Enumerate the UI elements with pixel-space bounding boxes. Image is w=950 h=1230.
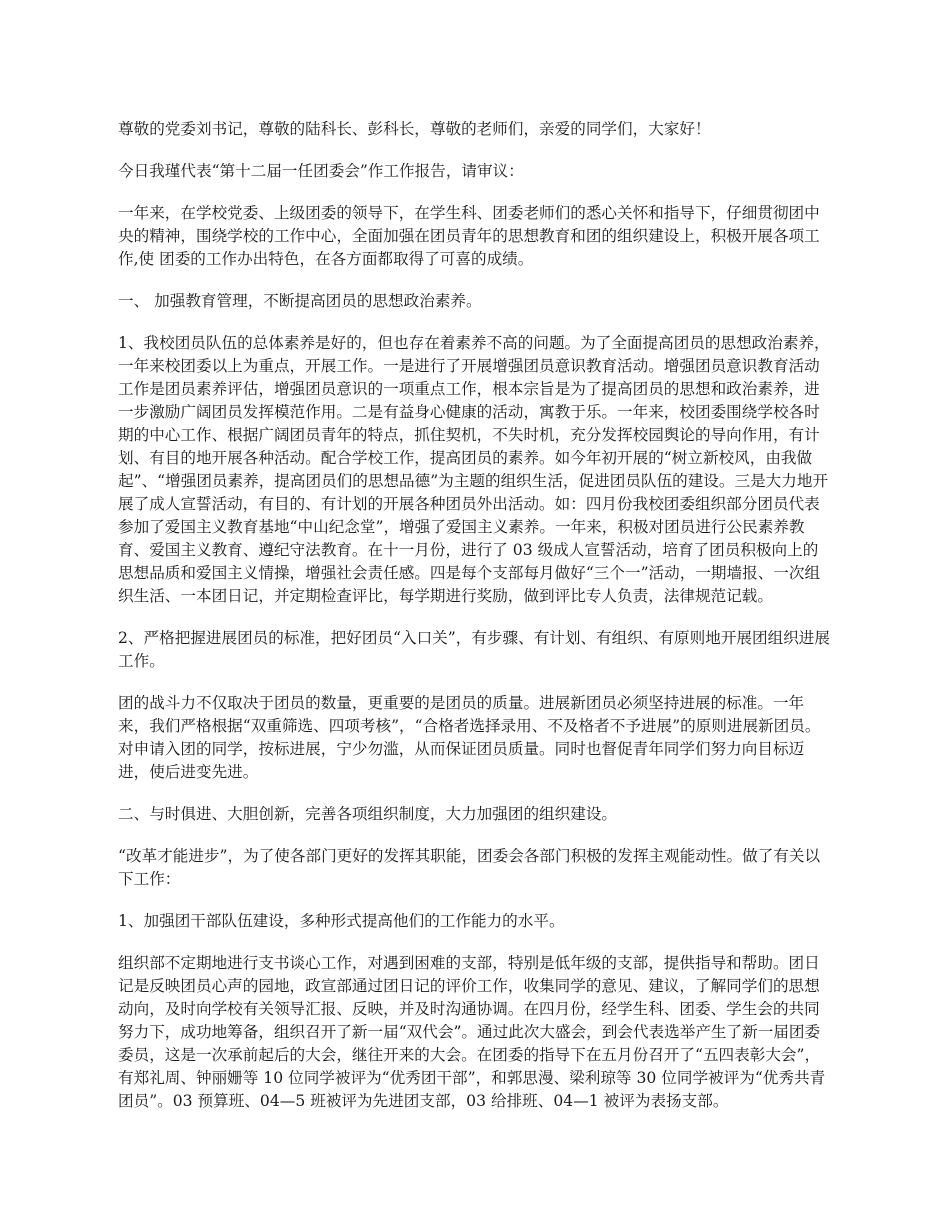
opening-statement: 今日我瑾代表“第十二届一任团委会”作工作报告，请审议：: [118, 162, 524, 180]
intro-paragraph: 一年来，在学校党委、上级团委的领导下，在学生科、团委老师们的悉心关怀和指导下，仔细贯彻团中央的精神，围绕学校的工作中心，全面加强在团员青年的思想教育和团的组织建设上，积极开展各项工作,使 团委的工作办出特色，在各方面都取得了可喜的成绩。: [118, 204, 820, 268]
subheading-paragraph: 1、加强团干部队伍建设，多种形式提高他们的工作能力的水平。: [118, 912, 565, 930]
body-paragraph: “改革才能进步”，为了使各部门更好的发挥其职能，团委会各部门积极的发挥主观能动性。做了有关以下工作：: [118, 847, 821, 888]
section-heading-two: 二、与时俱进、大胆创新，完善各项组织制度，大力加强团的组织建设。: [118, 805, 618, 823]
body-paragraph: 组织部不定期地进行支书谈心工作，对遇到困难的支部，特别是低年级的支部，提供指导和帮助。团日记是反映团员心声的园地，政宣部通过团日记的评价工作，收集同学的意见、建议，了解同学们的思想动向，及时向学校有关领导汇报、反映，并及时沟通协调。在四月份，经学生科、团委、学生会的共同努力下，成功地筹备，组织召开了新一届“双代会”。通过此次大盛会，到会代表选举产生了新一届团委委员，这是一次承前起后的大会，继往开来的大会。在团委的指导下在五月份召开了“五四表彰大会”， 有郑礼周、钟丽姗等 10 位同学被评为“优秀团干部”，和郭思漫、梁利琼等 30 位同学被评为“优秀共青团员”。03 预算班、04—5 班被评为先进团支部，03 给排班、04—1 被评为表扬支部。: [118, 954, 826, 1110]
body-paragraph: 团的战斗力不仅取决于团员的数量，更重要的是团员的质量。进展新团员必须坚持进展的标准。一年来，我们严格根据“双重筛选、四项考核”，“合格者选择录用、不及格者不予进展”的原则进展新团员。对申请入团的同学，按标进展，宁少勿滥，从而保证团员质量。同时也督促青年同学们努力向目标迈进，使后进变先进。: [118, 694, 821, 781]
body-paragraph: 1、我校团员队伍的总体素养是好的，但也存在着素养不高的问题。为了全面提高团员的思想政治素养，一年来校团委以上为重点，开展工作。一是进行了开展增强团员意识教育活动。增强团员意识教育活动工作是团员素养评估，增强团员意识的一项重点工作，根本宗旨是为了提高团员的思想和政治素养，进一步激励广阔团员发挥模范作用。二是有益身心健康的活动，寓教于乐。一年来，校团委围绕学校各时期的中心工作、根据广阔团员青年的特点，抓住契机，不失时机，充分发挥校园舆论的导向作用，有计划、有目的地开展各种活动。配合学校工作，提高团员的素养。如今年初开展的“树立新校风，由我做起”、“增强团员素养，提高团员们的思想品德”为主题的组织生活，促进团员队伍的建设。三是大力地开展了成人宣誓活动，有目的、有计划的开展各种团员外出活动。如：四月份我校团委组织部分团员代表参加了爱国主义教育基地“中山纪念堂”，增强了爱国主义素养。一年来，积极对团员进行公民素养教育、爱国主义教育、遵纪守法教育。在十一月份，进行了 03 级成人宣誓活动，培育了团员积极向上的思想品质和爱国主义情操，增强社会责任感。四是每个支部每月做好“三个一”活动，一期墙报、一次组织生活、一本团日记，并定期检查评比，每学期进行奖励，做到评比专人负责，法律规范记载。: [118, 334, 830, 605]
salutation: 尊敬的党委刘书记，尊敬的陆科长、彭科长，尊敬的老师们，亲爱的同学们，大家好！: [118, 120, 711, 138]
section-heading-one: 一、 加强教育管理，不断提高团员的思想政治素养。: [118, 292, 482, 310]
subheading-paragraph: 2、严格把握进展团员的标准，把好团员“入口关”，有步骤、有计划、有组织、有原则地开展团组织进展工作。: [118, 629, 830, 670]
